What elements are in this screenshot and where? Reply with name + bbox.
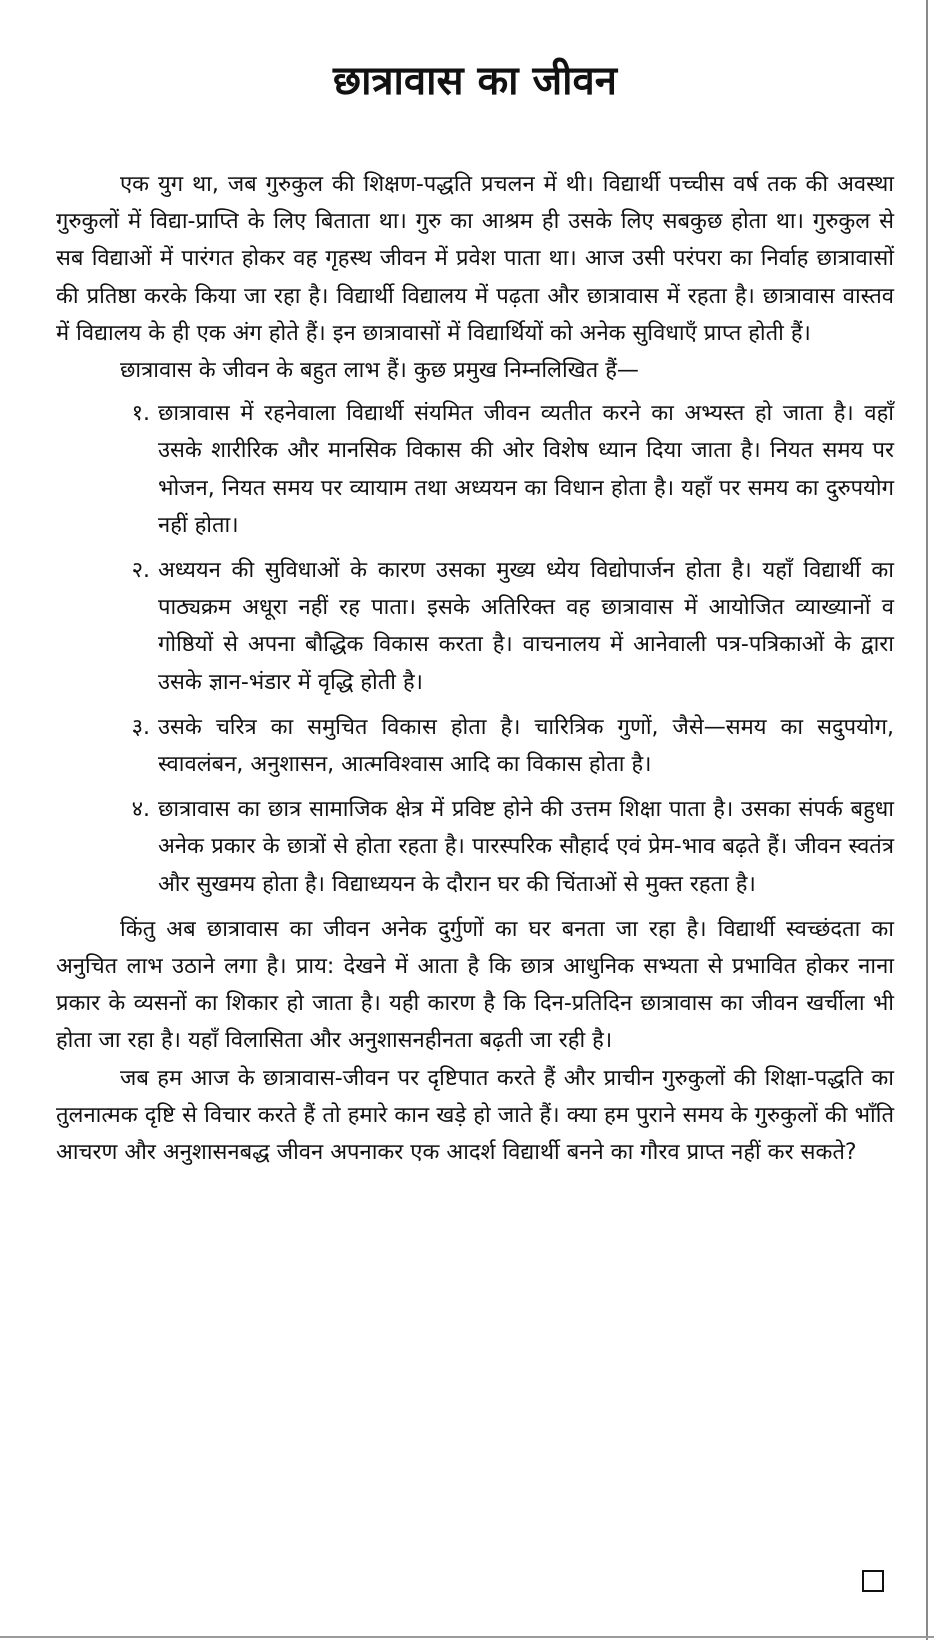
list-item-text: छात्रावास में रहनेवाला विद्यार्थी संयमित जीवन व्यतीत करने का अभ्यस्त हो जाता है। वहाँ उसके शारीरिक और मानसिक विकास की ओर विशेष ध्यान दिया जाता है। नियत समय पर भोजन, नियत समय पर व्यायाम तथा अध्ययन का विधान होता है। यहाँ पर समय का दुरुपयोग नहीं होता।	[158, 401, 894, 538]
list-item	[56, 709, 894, 783]
paragraph-drawbacks: किंतु अब छात्रावास का जीवन अनेक दुर्गुणों का घर बनता जा रहा है। विद्यार्थी स्वच्छंदता का अनुचित लाभ उठाने लगा है। प्राय: देखने में आता है कि छात्र आधुनिक सभ्यता से प्रभावित होकर नाना प्रकार के व्यसनों का शिकार हो जाता है। यही कारण है कि दिन-प्रतिदिन छात्रावास का जीवन खर्चीला भी होता जा रहा है। यहाँ विलासिता और अनुशासनहीनता बढ़ती जा रही है।	[56, 916, 894, 1054]
list-item	[56, 791, 894, 903]
list-item-text: छात्रावास का छात्र सामाजिक क्षेत्र में प्रविष्ट होने की उत्तम शिक्षा पाता है। उसका संपर्क बहुधा अनेक प्रकार के छात्रों से होता रहता है। पारस्परिक सौहार्द एवं प्रेम-भाव बढ़ते हैं। जीवन स्वतंत्र और सुखमय होता है। विद्याध्ययन के दौरान घर की चिंताओं से मुक्त रहता है।	[158, 797, 894, 897]
page-edge-line	[926, 0, 928, 1640]
list-item-number: २.	[131, 558, 150, 584]
list-item-text: अध्ययन की सुविधाओं के कारण उसका मुख्य ध्येय विद्योपार्जन होता है। यहाँ विद्यार्थी का पाठ्यक्रम अधूरा नहीं रह पाता। इसके अतिरिक्त वह छात्रावास में आयोजित व्याख्यानों व गोष्ठियों से अपना बौद्धिक विकास करता है। वाचनालय में आनेवाली पत्र-पत्रिकाओं के द्वारा उसके ज्ञान-भंडार में वृद्धि होती है।	[158, 558, 894, 695]
list-item-number: १.	[131, 401, 150, 427]
paragraph-intro: एक युग था, जब गुरुकुल की शिक्षण-पद्धति प्रचलन में थी। विद्यार्थी पच्चीस वर्ष तक की अवस्था गुरुकुलों में विद्या-प्राप्ति के लिए बिताता था। गुरु का आश्रम ही उसके लिए सबकुछ होता था। गुरुकुल से सब विद्याओं में पारंगत होकर वह गृहस्थ जीवन में प्रवेश पाता था। आज उसी परंपरा का निर्वाह छात्रावासों की प्रतिष्ठा करके किया जा रहा है। विद्यार्थी विद्यालय में पढ़ता और छात्रावास में रहता है। छात्रावास वास्तव में विद्यालय के ही एक अंग होते हैं। इन छात्रावासों में विद्यार्थियों को अनेक सुविधाएँ प्राप्त होती हैं।	[56, 172, 894, 346]
paragraph-benefits-intro: छात्रावास के जीवन के बहुत लाभ हैं। कुछ प्रमुख निम्नलिखित हैं—	[120, 358, 639, 384]
list-item	[56, 552, 894, 701]
benefits-list	[56, 395, 894, 903]
essay-page	[56, 58, 894, 1171]
list-item-text: उसके चरित्र का समुचित विकास होता है। चारित्रिक गुणों, जैसे—समय का सदुपयोग, स्वावलंबन, अनुशासन, आत्मविश्वास आदि का विकास होता है।	[158, 714, 894, 778]
list-item-number: ३.	[131, 714, 150, 740]
list-item-number: ४.	[131, 797, 150, 823]
list-item	[56, 395, 894, 544]
essay-title: छात्रावास का जीवन	[333, 58, 617, 104]
page-bottom-edge-line	[0, 1636, 934, 1638]
paragraph-conclusion: जब हम आज के छात्रावास-जीवन पर दृष्टिपात करते हैं और प्राचीन गुरुकुलों की शिक्षा-पद्धति का तुलनात्मक दृष्टि से विचार करते हैं तो हमारे कान खड़े हो जाते हैं। क्या हम पुराने समय के गुरुकुलों की भाँति आचरण और अनुशासनबद्ध जीवन अपनाकर एक आदर्श विद्यार्थी बनने का गौरव प्राप्त नहीं कर सकते?	[56, 1065, 894, 1166]
end-of-essay-square-icon	[862, 1570, 884, 1592]
